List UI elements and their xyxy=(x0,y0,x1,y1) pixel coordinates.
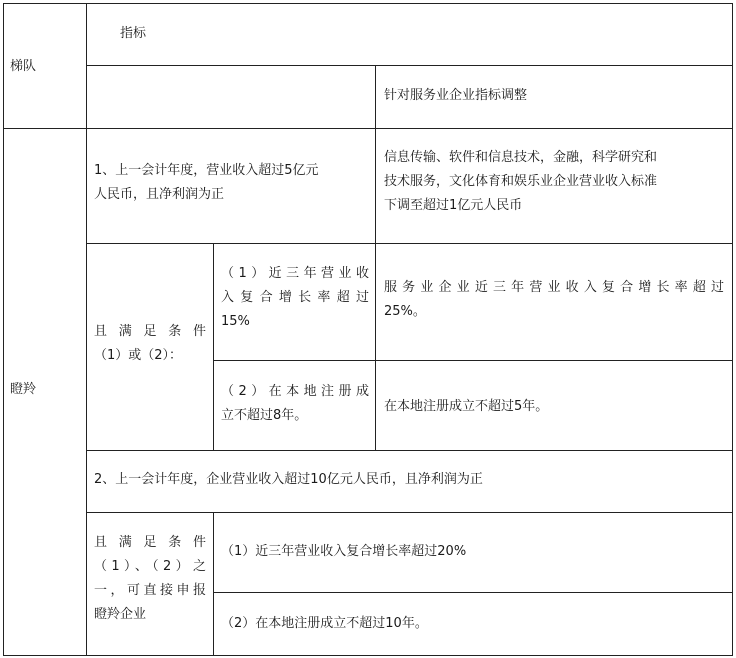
criterion1-sub1-service xyxy=(384,276,724,324)
criterion2-condition-line4: 瞪羚企业 xyxy=(94,607,147,622)
criterion1-sub2 xyxy=(221,380,369,428)
rule-c1-bottom xyxy=(86,450,733,451)
criterion1-main xyxy=(94,159,370,207)
criterion1-main-line1: 1、上一会计年度，营业收入超过5亿元 xyxy=(94,163,319,178)
rule-header-bottom xyxy=(3,128,733,129)
rule-c1-sub1-bottom xyxy=(213,360,733,361)
tier-header-text: 梯队 xyxy=(10,59,37,74)
criterion1-service xyxy=(384,146,730,218)
tier-name xyxy=(10,378,36,402)
criterion2-sub2-text: （2）在本地注册成立不超过10年。 xyxy=(221,616,428,631)
rule-bottom xyxy=(3,655,733,656)
criterion1-sub2-service-text: 在本地注册成立不超过5年。 xyxy=(384,399,549,414)
service-adjust-header xyxy=(384,84,527,108)
indicator-header-text: 指标 xyxy=(120,26,147,41)
tier-header xyxy=(10,55,36,79)
criterion1-sub2-line1: （2）在本地注册成 xyxy=(221,384,369,399)
criterion1-condition xyxy=(94,320,206,368)
criterion2-condition-line2: （1）、（2）之 xyxy=(94,559,206,574)
rule-c1-main-bottom xyxy=(86,243,733,244)
criterion1-sub1 xyxy=(221,262,369,334)
criterion1-condition-line1: 且满足条件 xyxy=(94,324,206,339)
rule-col1 xyxy=(86,3,87,656)
criterion1-condition-line2: （1）或（2）： xyxy=(94,348,183,363)
criterion1-sub2-service xyxy=(384,395,548,419)
rule-header-mid xyxy=(86,65,733,66)
criterion1-sub1-service-line2: 25%。 xyxy=(384,304,426,319)
criterion2-condition-line1: 且满足条件 xyxy=(94,535,206,550)
criterion1-sub1-line3: 15% xyxy=(221,314,250,329)
criterion1-sub1-line1: （1）近三年营业收 xyxy=(221,266,369,281)
rule-col-sub xyxy=(213,243,214,451)
criterion1-sub2-line2: 立不超过8年。 xyxy=(221,408,308,423)
criterion2-condition xyxy=(94,531,206,627)
indicator-header xyxy=(120,22,146,46)
criterion1-service-line3: 下调至超过1亿元人民币 xyxy=(384,198,523,213)
rule-col-service xyxy=(375,65,376,451)
rule-left xyxy=(3,3,4,656)
rule-c2-main-bottom xyxy=(86,512,733,513)
criterion2-sub1-text: （1）近三年营业收入复合增长率超过20% xyxy=(221,544,467,559)
rule-c2-sub1-bottom xyxy=(213,592,733,593)
criterion2-sub1 xyxy=(221,540,466,564)
criterion2-condition-line3: 一，可直接申报 xyxy=(94,583,206,598)
criterion2-main xyxy=(94,468,483,492)
criterion1-service-line2: 技术服务，文化体育和娱乐业企业营业收入标准 xyxy=(384,174,658,189)
criterion1-service-line1: 信息传输、软件和信息技术，金融，科学研究和 xyxy=(384,150,658,165)
criterion1-main-line2: 人民币，且净利润为正 xyxy=(94,187,225,202)
service-adjust-header-text: 针对服务业企业指标调整 xyxy=(384,88,528,103)
rule-col-sub2 xyxy=(213,512,214,656)
rule-top xyxy=(3,3,733,4)
criterion2-main-text: 2、上一会计年度，企业营业收入超过10亿元人民币，且净利润为正 xyxy=(94,472,483,487)
criterion2-sub2 xyxy=(221,612,428,636)
rule-right xyxy=(732,3,733,656)
tier-name-text: 瞪羚 xyxy=(10,382,37,397)
criterion1-sub1-service-line1: 服务业企业近三年营业收入复合增长率超过 xyxy=(384,280,724,295)
criterion1-sub1-line2: 入复合增长率超过 xyxy=(221,290,369,305)
